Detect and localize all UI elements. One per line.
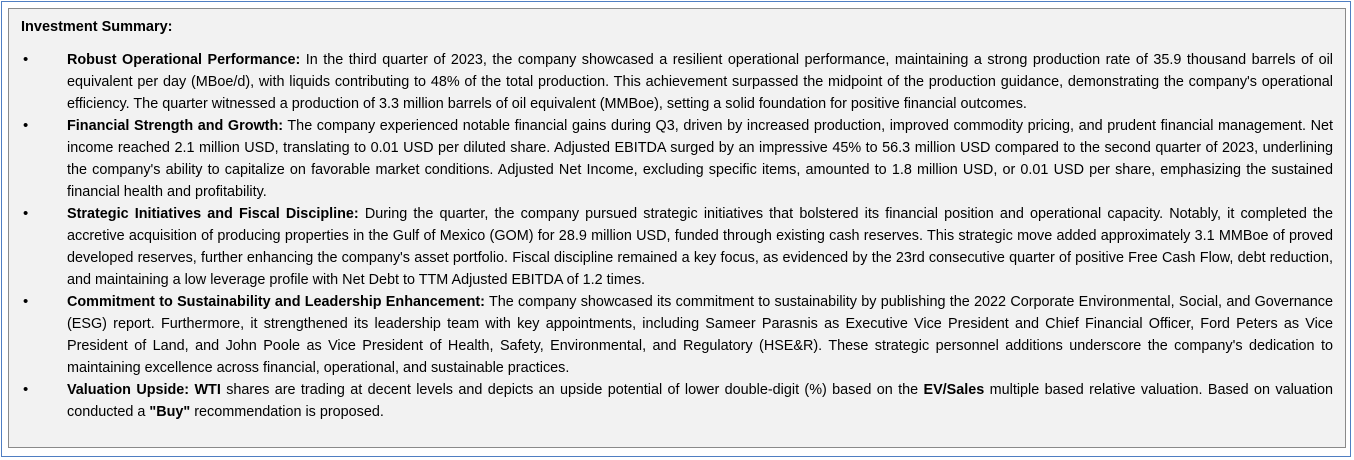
- valuation-text-1: shares are trading at decent levels and depicts an upside potential of lower double-digit (%) based on the: [220, 382, 924, 398]
- ticker-symbol: WTI: [194, 382, 221, 398]
- bullet-text: [67, 203, 1333, 291]
- bullet-text: [67, 115, 1333, 203]
- bullet-heading: Financial Strength and Growth:: [67, 118, 284, 134]
- bullet-body: During the quarter, the company pursued strategic initiatives that bolstered its financial position and operational capacity. Notably, it completed the accretive acquisition of producing properties in the Gulf of Mexico (GOM) for 28.9 million USD, funded through existing cash reserves. This strategic move added approximately 3.1 MMBoe of proved developed reserves, further enhancing the company's asset portfolio. Fiscal discipline remained a key focus, as evidenced by the 23rd consecutive quarter of positive Free Cash Flow, debt reduction, and maintaining a low leverage profile with Net Debt to TTM Adjusted EBITDA of 1.2 times.: [67, 206, 1334, 288]
- bullet-heading: Valuation Upside:: [67, 382, 190, 398]
- bullet-text: [67, 291, 1333, 379]
- list-item: [21, 379, 1333, 423]
- bullet-heading: Strategic Initiatives and Fiscal Discipline:: [67, 206, 359, 222]
- bullet-icon: •: [23, 205, 29, 222]
- valuation-metric: EV/Sales: [923, 382, 985, 398]
- bullet-icon: •: [23, 51, 29, 68]
- list-item: [21, 291, 1333, 379]
- investment-summary-panel: [8, 8, 1346, 448]
- bullet-text: [67, 49, 1333, 115]
- outer-frame: [1, 1, 1351, 457]
- bullet-icon: •: [23, 381, 29, 398]
- summary-title: Investment Summary:: [21, 19, 173, 35]
- valuation-text-2: multiple based relative valuation. Based on valuation conducted a: [67, 382, 1333, 420]
- summary-bullet-list: [21, 49, 1333, 423]
- list-item: [21, 115, 1333, 203]
- bullet-heading: Commitment to Sustainability and Leadership Enhancement:: [67, 294, 485, 310]
- bullet-body: The company showcased its commitment to sustainability by publishing the 2022 Corporate Environmental, Social, and Governance (ESG) report. Furthermore, it strengthened its leadership team with key appointments, including Sameer Parasnis as Executive Vice President and Chief Financial Officer, Ford Peters as Vice President of Land, and John Poole as Vice President of Health, Safety, Environmental, and Regulatory (HSE&R). These strategic personnel additions underscore the company's dedication to maintaining excellence across financial, operational, and sustainable practices.: [67, 294, 1333, 376]
- recommendation: "Buy": [149, 404, 191, 420]
- valuation-text-3: recommendation is proposed.: [190, 404, 384, 420]
- bullet-body: In the third quarter of 2023, the company showcased a resilient operational performance, maintaining a strong production rate of 35.9 thousand barrels of oil equivalent per day (MBoe/d), with liquids contributing to 48% of the total production. This achievement surpassed the midpoint of the production guidance, demonstrating the company's operational efficiency. The quarter witnessed a production of 3.3 million barrels of oil equivalent (MMBoe), setting a solid foundation for positive financial outcomes.: [67, 52, 1334, 112]
- list-item: [21, 203, 1333, 291]
- list-item: [21, 49, 1333, 115]
- bullet-icon: •: [23, 293, 29, 310]
- bullet-body: The company experienced notable financial gains during Q3, driven by increased production, improved commodity pricing, and prudent financial management. Net income reached 2.1 million USD, translating to 0.01 USD per diluted share. Adjusted EBITDA surged by an impressive 45% to 56.3 million USD compared to the second quarter of 2023, underlining the company's ability to capitalize on favorable market conditions. Adjusted Net Income, excluding specific items, amounted to 1.8 million USD, or 0.01 USD per share, emphasizing the sustained financial health and profitability.: [67, 118, 1334, 200]
- bullet-heading: Robust Operational Performance:: [67, 52, 301, 68]
- bullet-icon: •: [23, 117, 29, 134]
- bullet-text: [67, 379, 1333, 423]
